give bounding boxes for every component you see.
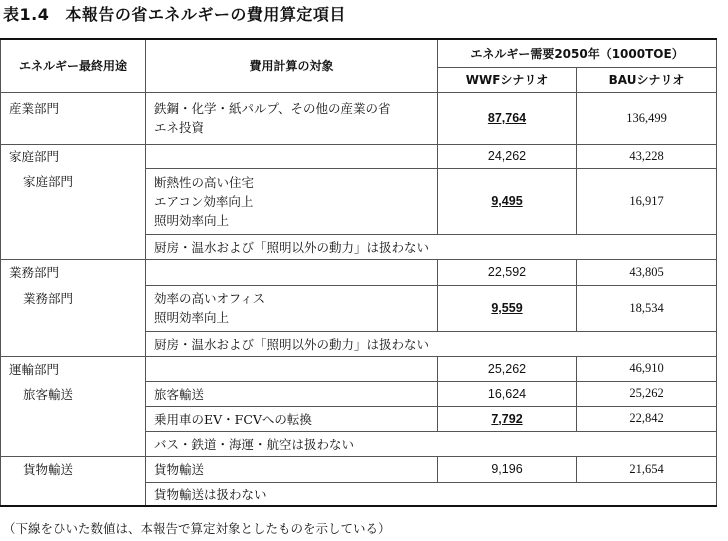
business-sub-wwf: 9,559 bbox=[491, 301, 523, 315]
table-row bbox=[1, 331, 717, 356]
passenger-wwf-1: 16,624 bbox=[438, 381, 577, 406]
freight-label: 貨物輸送 bbox=[1, 456, 146, 482]
industry-desc-1: 鉄鋼・化学・紙パルプ、その他の産業の省 bbox=[154, 101, 391, 116]
household-sub-desc bbox=[146, 168, 438, 234]
business-wwf: 22,592 bbox=[438, 259, 577, 285]
household-sub-bau: 16,917 bbox=[577, 168, 717, 234]
transport-bau: 46,910 bbox=[577, 356, 717, 381]
transport-wwf: 25,262 bbox=[438, 356, 577, 381]
industry-wwf: 87,764 bbox=[487, 111, 527, 125]
table-row bbox=[1, 168, 717, 234]
household-desc-3: 照明効率向上 bbox=[154, 212, 230, 228]
business-sub-bau: 18,534 bbox=[577, 285, 717, 331]
freight-note: 貨物輸送は扱わない bbox=[146, 482, 717, 506]
table-row bbox=[1, 234, 717, 259]
industry-desc bbox=[146, 92, 438, 144]
passenger-desc-1: 旅客輸送 bbox=[146, 381, 438, 406]
table-row bbox=[1, 144, 717, 168]
business-label: 業務部門 bbox=[1, 259, 146, 285]
household-bau: 43,228 bbox=[577, 144, 717, 168]
freight-desc: 貨物輸送 bbox=[146, 456, 438, 482]
table-row bbox=[1, 92, 717, 144]
passenger-desc-2: 乗用車のEV・FCVへの転換 bbox=[146, 406, 438, 431]
table-title-text: 本報告の省エネルギーの費用算定項目 bbox=[65, 5, 346, 24]
table-number: 表1.4 bbox=[3, 5, 50, 24]
passenger-bau-1: 25,262 bbox=[577, 381, 717, 406]
business-desc-1: 効率の高いオフィス bbox=[154, 291, 266, 306]
household-note: 厨房・温水および「照明以外の動力」は扱わない bbox=[146, 234, 717, 259]
household-desc-2: エアコン効率向上 bbox=[154, 193, 254, 209]
industry-bau: 136,499 bbox=[577, 92, 717, 144]
household-desc-1: 断熱性の高い住宅 bbox=[154, 174, 255, 190]
transport-label: 運輸部門 bbox=[1, 356, 146, 381]
footnote: （下線をひいた数値は、本報告で算定対象としたものを示している） bbox=[3, 521, 391, 536]
business-bau: 43,805 bbox=[577, 259, 717, 285]
table-row bbox=[1, 285, 717, 331]
business-note: 厨房・温水および「照明以外の動力」は扱わない bbox=[146, 331, 717, 356]
household-sub-wwf: 9,495 bbox=[491, 194, 523, 208]
passenger-bau-2: 22,842 bbox=[577, 406, 717, 431]
table-row bbox=[1, 356, 717, 381]
household-wwf: 24,262 bbox=[438, 144, 577, 168]
industry-desc-2: エネ投資 bbox=[154, 120, 205, 135]
cost-table bbox=[0, 38, 717, 507]
table-row bbox=[1, 259, 717, 285]
business-desc-2: 照明効率向上 bbox=[154, 310, 230, 325]
header-bau: BAUシナリオ bbox=[577, 67, 717, 92]
household-label: 家庭部門 bbox=[1, 144, 146, 168]
table-row bbox=[1, 381, 717, 406]
household-sub-label: 家庭部門 bbox=[1, 168, 146, 234]
passenger-label: 旅客輸送 bbox=[1, 381, 146, 456]
header-wwf: WWFシナリオ bbox=[438, 67, 577, 92]
business-sub-desc bbox=[146, 285, 438, 331]
header-target: 費用計算の対象 bbox=[146, 39, 438, 92]
passenger-wwf-2: 7,792 bbox=[491, 411, 523, 426]
freight-bau: 21,654 bbox=[577, 456, 717, 482]
industry-label: 産業部門 bbox=[1, 92, 146, 144]
freight-wwf: 9,196 bbox=[438, 456, 577, 482]
table-title bbox=[3, 2, 346, 25]
header-use: エネルギー最終用途 bbox=[1, 39, 146, 92]
business-sub-label: 業務部門 bbox=[1, 285, 146, 331]
table-row bbox=[1, 456, 717, 482]
passenger-note: バス・鉄道・海運・航空は扱わない bbox=[146, 431, 717, 456]
table-row bbox=[1, 482, 717, 506]
header-demand: エネルギー需要2050年（1000TOE） bbox=[438, 39, 717, 67]
